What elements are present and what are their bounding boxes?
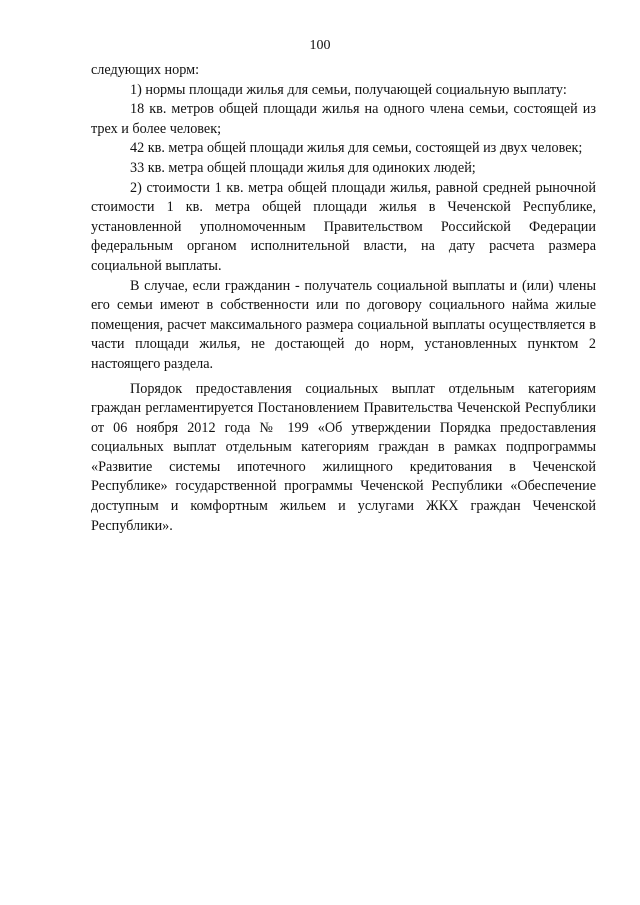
paragraph-norm-18: 18 кв. метров общей площади жилья на одного члена семьи, состоящей из трех и более человек; (91, 101, 596, 137)
document-body (91, 61, 596, 536)
paragraph-owned-housing-case: В случае, если гражданин - получатель социальной выплаты и (или) члены его семьи имеют в собственности или по договору социального найма жилые помещения, расчет максимального размера социальной выплаты осуществляется в части площади жилья, не достающей до норм, установленных пунктом 2 настоящего раздела. (91, 277, 596, 372)
paragraph-cost-per-meter: 2) стоимости 1 кв. метра общей площади жилья, равной средней рыночной стоимости 1 кв. метра общей площади жилья в Чеченской Республике, установленной уполномоченным Правительством Российской Федерации федеральным органом исполнительной власти, на дату расчета размера социальной выплаты. (91, 179, 596, 274)
paragraph-housing-area-norms: 1) нормы площади жилья для семьи, получающей социальную выплату: (130, 81, 567, 98)
paragraph-payment-procedure: Порядок предоставления социальных выплат отдельным категориям граждан регламентируется Постановлением Правительства Чеченской Республики от 06 ноября 2012 года № 199 «Об утверждении Порядка предоставления социальных выплат отдельным категориям граждан в рамках подпрограммы «Развитие системы ипотечного жилищного кредитования в Чеченской Республике» государственной программы Чеченской Республики «Обеспечение доступным и комфортным жильем и услугами ЖКХ граждан Чеченской Республики». (91, 380, 596, 534)
paragraph-norm-42: 42 кв. метра общей площади жилья для семьи, состоящей из двух человек; (130, 140, 583, 157)
paragraph-continuation: следующих норм: (91, 62, 200, 78)
paragraph-norm-33: 33 кв. метра общей площади жилья для одиноких людей; (130, 159, 476, 176)
page-number: 100 (309, 38, 331, 53)
